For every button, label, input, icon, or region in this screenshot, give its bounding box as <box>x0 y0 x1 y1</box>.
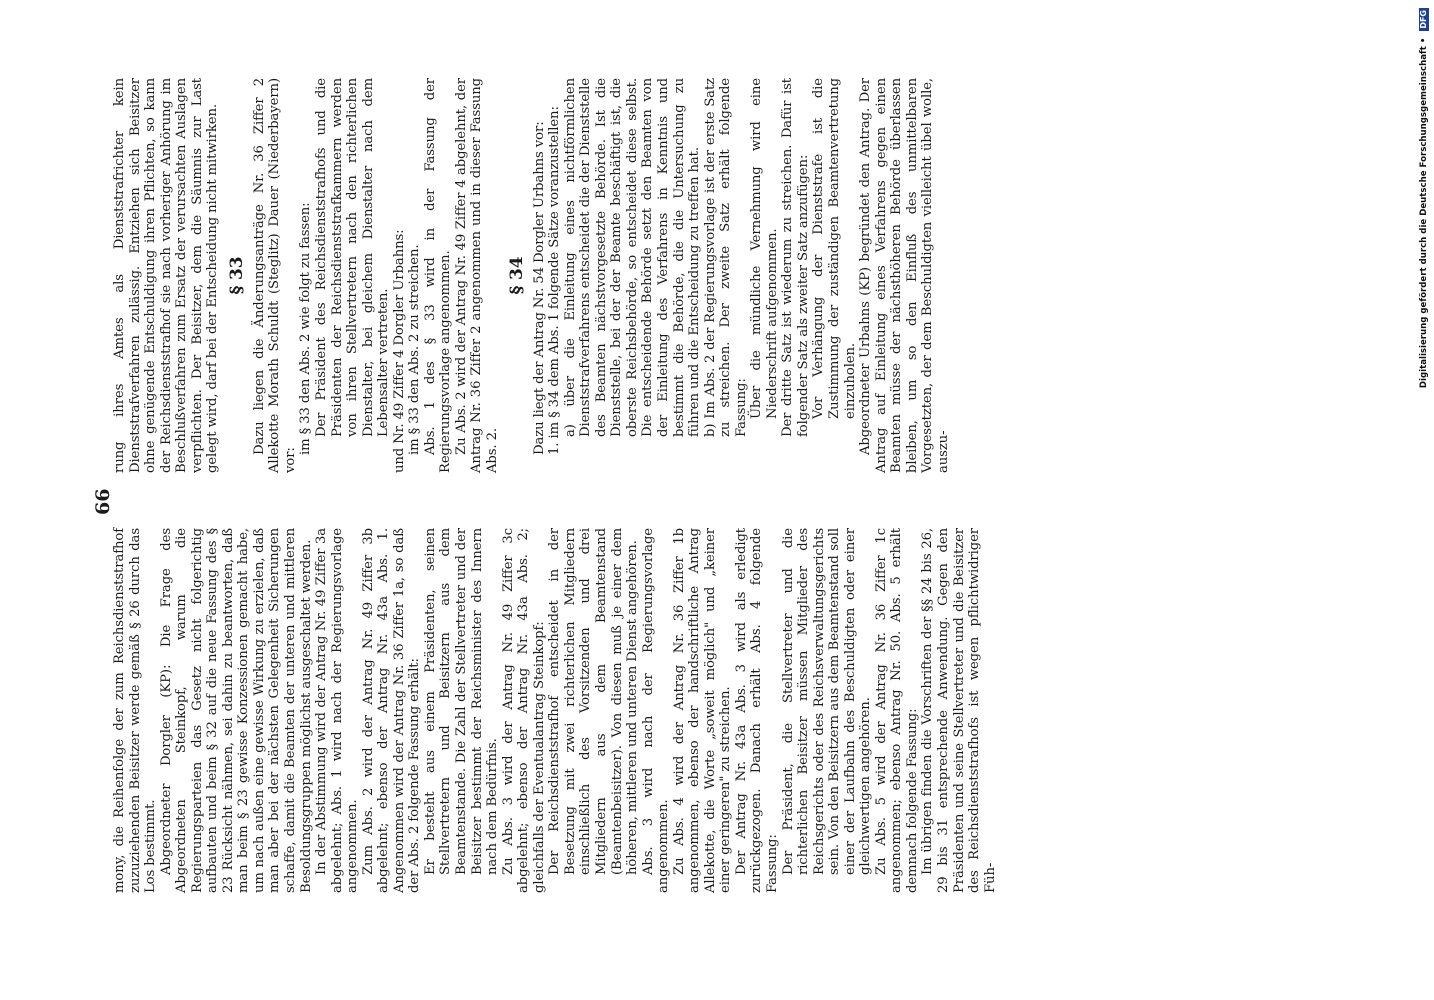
right-column <box>112 78 951 473</box>
paragraph: Abgeordneter Dorgler (KP): Die Frage des Abgeordneten Steinkopf, warum die Regierungsparteien das Gesetz nicht folgerichtig aufbauten und beim § 32 auf die neue Fassung des § 23 Rücksicht nähmen, sei dahin zu beantworten, daß man beim § 23 gewisse Konzessionen gemacht habe, um nach außen eine gewisse Wirkung zu erzielen, daß man aber bei der nächsten Gelegenheit Sicherungen schaffe, damit die Beamten der unteren und mittleren Besoldungsgruppen möglichst ausgeschaltet werden. <box>158 528 314 893</box>
paragraph: Abs. 3 wird nach der Regierungsvorlage angenommen. <box>640 528 672 893</box>
quoted-paragraph: Über die mündliche Vernehmung wird eine Niederschrift aufgenommen. <box>749 78 780 419</box>
credit-label: Digitalisierung gefördert durch die Deutsche Forschungsgemeinschaft • <box>1419 37 1429 389</box>
dfg-logo-icon: DFG <box>1419 10 1428 29</box>
paragraph: Abgeordneter Urbahns (KP) begründet den Antrag. Der Antrag auf Einleitung eines Verfahrens gegen einen Beamten müsse der nächsthöheren Behörde überlassen bleiben, um so den Einfluß des unmittelbaren Vorgesetzten, der dem Beschuldigten vielleicht übel wolle, auszu- <box>858 78 951 473</box>
paragraph: und Nr. 49 Ziffer 4 Dorgler Urbahns: <box>391 229 407 473</box>
paragraph: rung ihres Amtes als Dienststrafrichter kein Dienststrafverfahren zulässig. Entziehen sich Beisitzer ohne genügende Entschuldigung ihren Pflichten, so kann der Reichsdienststrafhof sie nach vorheriger Anhörung im Beschlußverfahren zum Ersatz der verursachten Auslagen verpflichten. Der Beisitzer, dem die Säumnis zur Last gelegt wird, darf bei der Entscheidung nicht mitwirken. <box>112 78 221 473</box>
section-heading-34: § 34 <box>506 256 527 295</box>
paragraph: Der dritte Satz ist wiederum zu streichen. Dafür ist folgender Satz als zweiter Satz anzufügen: <box>780 78 811 437</box>
paragraph: Zu Abs. 2 wird der Antrag Nr. 49 Ziffer 4 abgelehnt, der Antrag Nr. 36 Ziffer 2 angenommen und in dieser Fassung Abs. 2. <box>453 78 501 473</box>
paragraph: Zu Abs. 4 wird der Antrag Nr. 36 Ziffer 1b angenommen, ebenso der handschriftliche Antrag Allekotte, die Worte „soweit möglich" und „keiner einer geringeren" zu streichen. <box>671 528 734 893</box>
quoted-paragraph: Der Präsident, die Stellvertreter und die richterlichen Beisitzer müssen Mitglieder des Reichsgerichts oder des Reichsverwaltungsgerichts sein. Von den Beisitzern aus dem Beamtenstand soll einer der Laufbahn des Beschuldigten oder einer gleichwertigen angehören. <box>780 528 874 875</box>
quoted-paragraph: Er besteht aus einem Präsidenten, seinen Stellvertretern und Beisitzern aus dem Beamtenstande. Die Zahl der Stellvertreter und der Beisitzer bestimmt der Reichsminister des Innern nach dem Bedürfnis. <box>422 528 501 875</box>
quoted-paragraph: im § 33 den Abs. 2 zu streichen. <box>407 244 423 455</box>
paragraph: Zum Abs. 2 wird der Antrag Nr. 49 Ziffer 3b abgelehnt; ebenso der Antrag Nr. 43a Abs. 1. Angenommen wird der Antrag Nr. 36 Ziffer 1a, so daß der Abs. 2 folgende Fassung erhält: <box>360 528 423 893</box>
quoted-paragraph: im § 33 den Abs. 2 wie folgt zu fassen: <box>298 202 314 455</box>
paragraph: Dazu liegt der Antrag Nr. 54 Dorgler Urbahns vor: <box>531 121 547 455</box>
list-item: a) über die Einleitung eines nichtförmlichen Dienststrafverfahrens entscheidet die der Dienststelle des Beamten nächstvorgesetzte Behörde. Ist die Dienststelle, bei der der Beamte beschäftigt ist, die oberste Reichsbehörde, so entscheidet diese selbst. Die entscheidende Behörde setzt den Beamten von der Einleitung des Verfahrens in Kenntnis und bestimmt die Behörde, die die Untersuchung zu führen und die Entscheidung zu treffen hat. <box>562 78 703 437</box>
left-column <box>112 528 998 893</box>
list-item: b) Im Abs. 2 der Regierungsvorlage ist der erste Satz zu streichen. Der zweite Satz erhält folgende Fassung: <box>702 78 749 437</box>
paragraph: In der Abstimmung wird der Antrag Nr. 49 Ziffer 3a abgelehnt; Abs. 1 wird nach der Regierungsvorlage angenommen. <box>314 528 361 893</box>
paragraph: Dazu liegen die Änderungsanträge Nr. 36 Ziffer 2 Allekotte Morath Schuldt (Steglitz) Dauer (Niederbayern) vor: <box>251 78 298 473</box>
quoted-paragraph: Der Präsident des Reichsdienststrafhofs und die Präsidenten der Reichsdienststrafkammern werden von ihren Stellvertretern nach den richterlichen Dienstalter, bei gleichem Dienstalter nach dem Lebensalter vertreten. <box>314 78 392 437</box>
list-item: 1. im § 34 dem Abs. 1 folgende Sätze voranzustellen: <box>547 106 563 455</box>
paragraph: Zu Abs. 5 wird der Antrag Nr. 36 Ziffer 1c angenommen; ebenso Antrag Nr. 50. Abs. 5 erhält demnach folgende Fassung: <box>873 528 920 893</box>
quoted-paragraph: Vor Verhängung der Dienststrafe ist die Zustimmung der zuständigen Beamtenvertretung einzuholen. <box>811 78 858 419</box>
credit-text <box>1418 8 1430 992</box>
quoted-paragraph: Der Reichsdienststrafhof entscheidet in der Besetzung mit zwei richterlichen Mitgliedern einschließlich des Vorsitzenden und drei Mitgliedern aus dem Beamtenstand (Beamtenbeisitzer). Von diesen muß je einer dem höheren, mittleren und unteren Dienst angehören. <box>547 528 641 875</box>
paragraph: mony, die Reihenfolge der zum Reichsdienststrafhof zuzuziehenden Beisitzer werde gemäß § 26 durch das Los bestimmt. <box>112 528 159 893</box>
paragraph: Zu Abs. 3 wird der Antrag Nr. 49 Ziffer 3c abgelehnt; ebenso der Antrag Nr. 43a Abs. 2; gleichfalls der Eventualantrag Steinkopf: <box>500 528 547 893</box>
digitization-credit <box>1418 8 1430 992</box>
section-heading-33: § 33 <box>226 256 247 295</box>
paragraph: Abs. 1 des § 33 wird in der Fassung der Regierungsvorlage angenommen. <box>422 78 454 473</box>
paragraph: Im übrigen finden die Vorschriften der §§ 24 bis 26, 29 bis 31 entsprechende Anwendung. Gegen den Präsidenten und seine Stellvertreter und die Beisitzer des Reichsdienststrafhofs ist wegen pflichtwidriger Füh- <box>920 528 998 893</box>
page-number: 66 <box>92 488 114 515</box>
paragraph: Der Antrag Nr. 43a Abs. 3 wird als erledigt zurückgezogen. Danach erhält Abs. 4 folgende Fassung: <box>733 528 780 893</box>
